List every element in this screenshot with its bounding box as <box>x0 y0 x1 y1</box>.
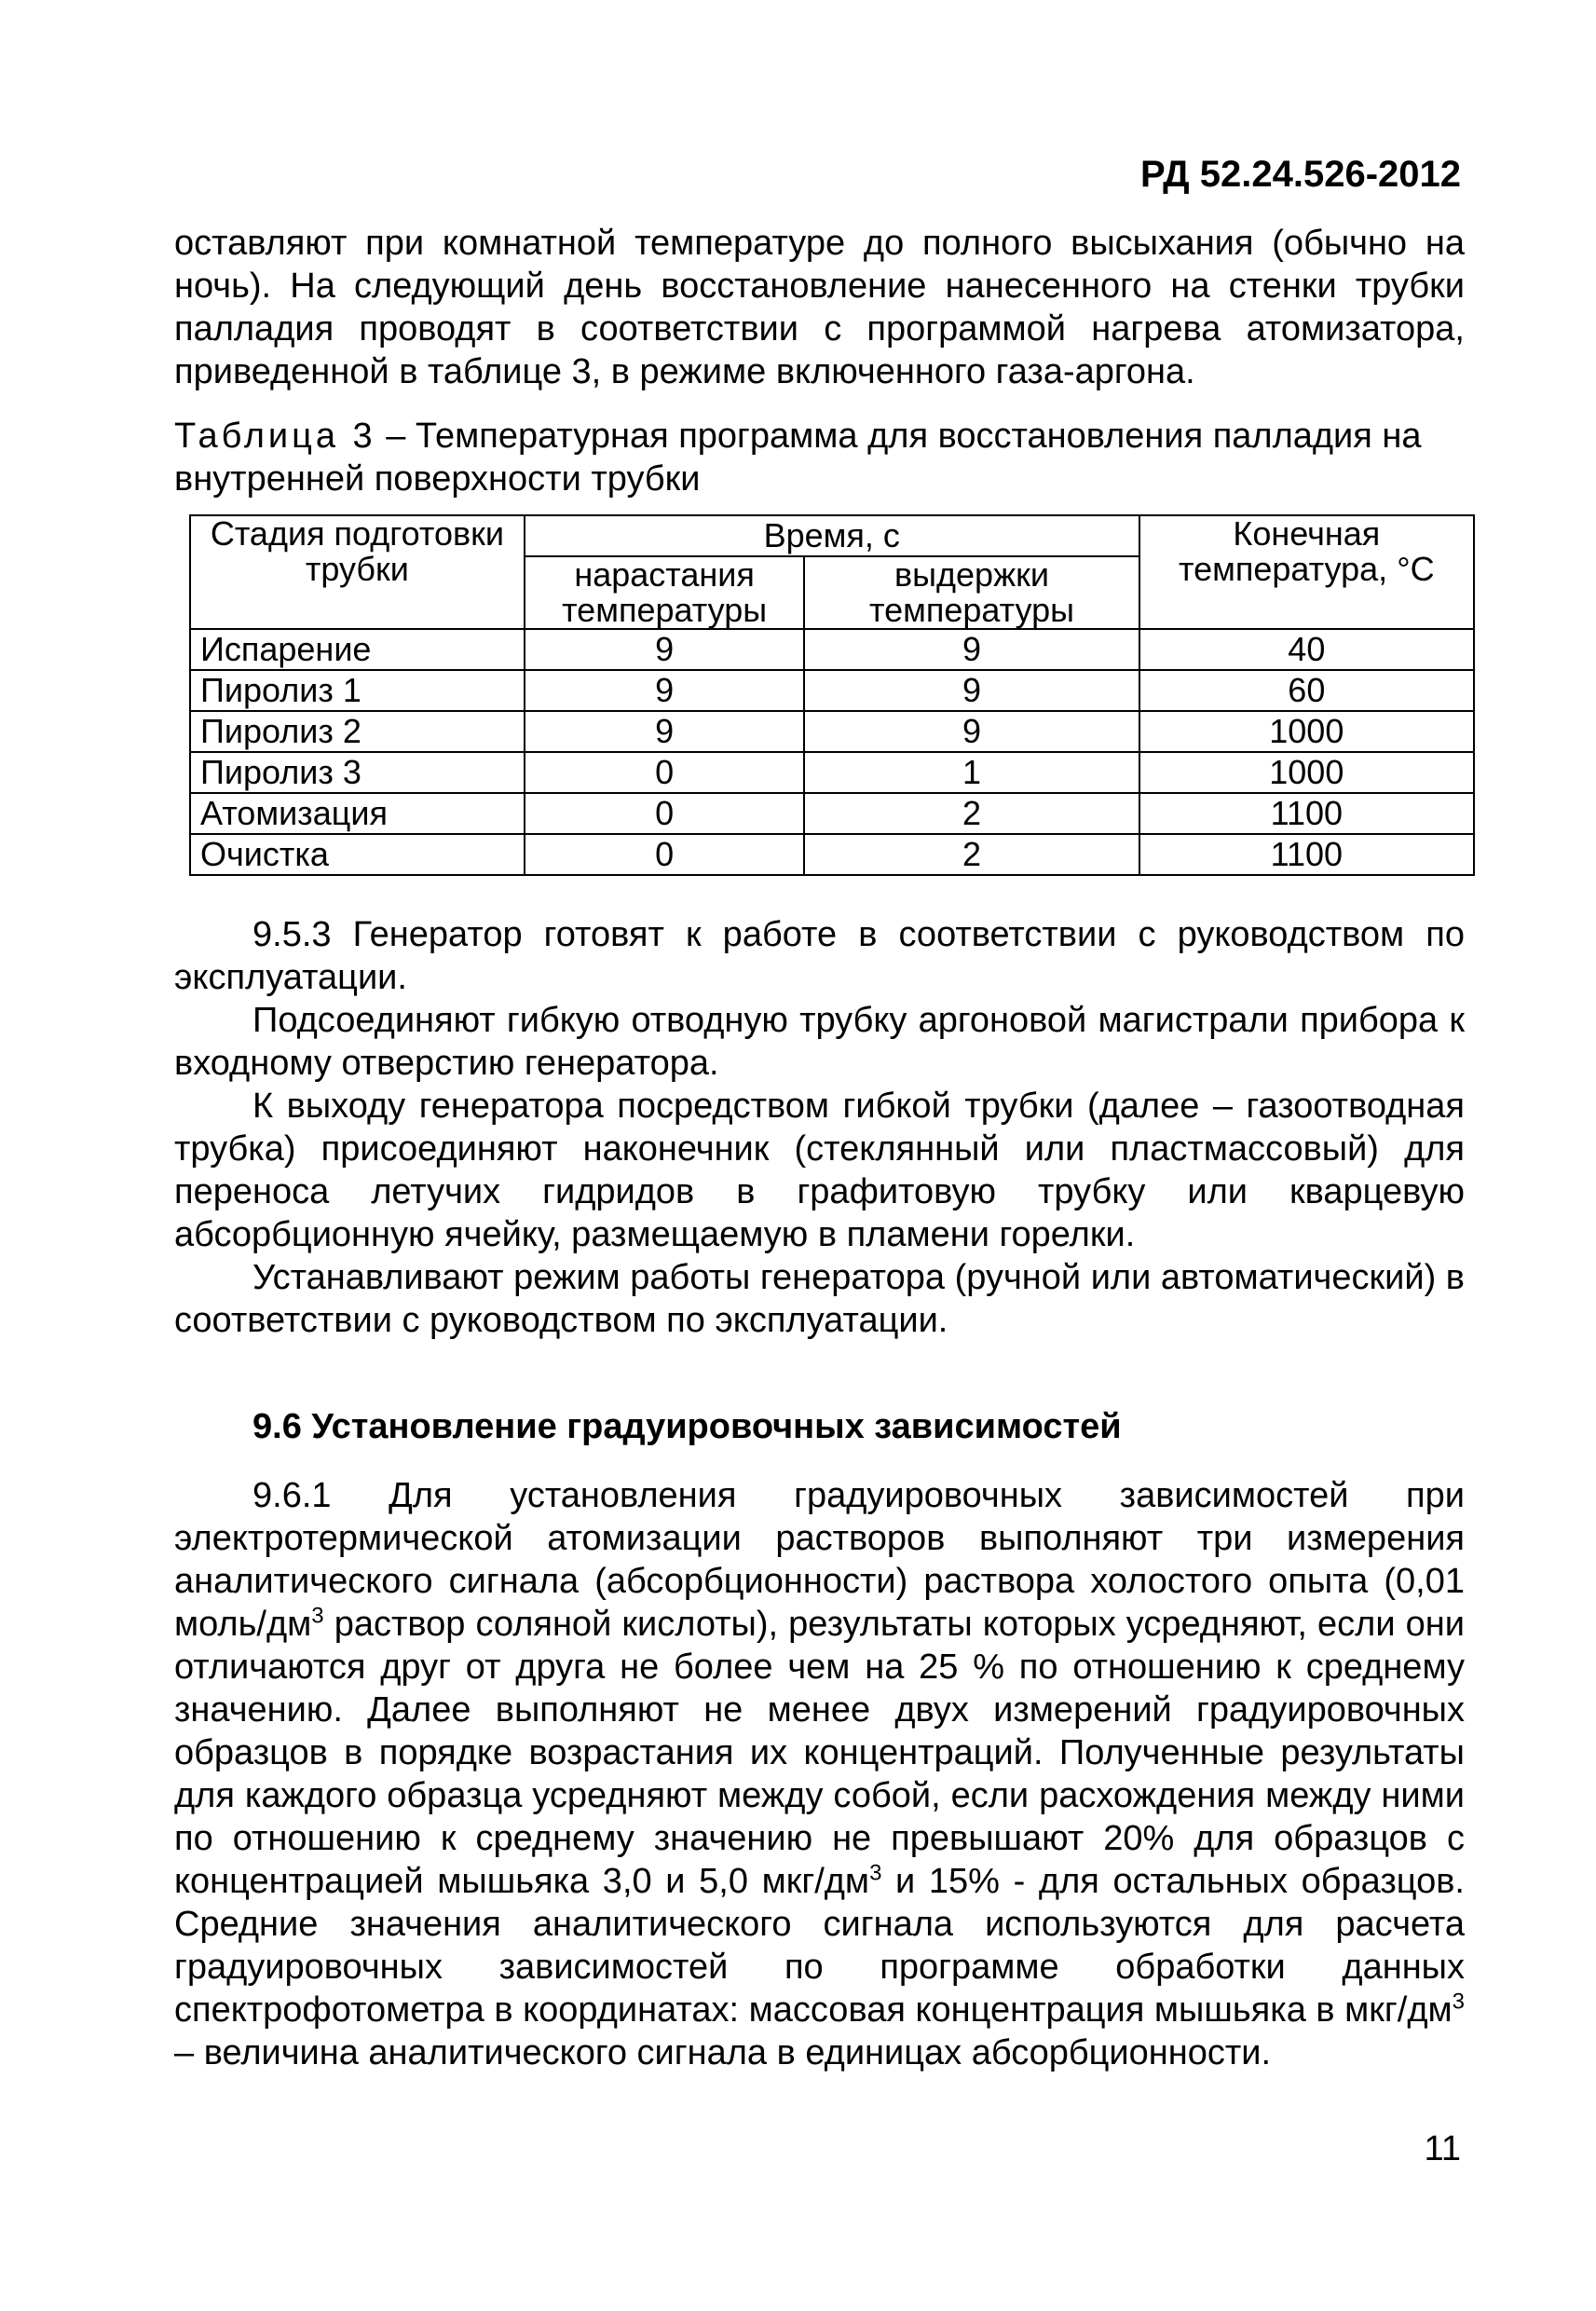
cell-ramp: 9 <box>525 670 805 711</box>
intro-text: оставляют при комнатной температуре до полного высыхания (обычно на ночь). На следующий день восстановление нанесенного на стенки трубки палладия проводят в соответствии с программой нагрева атомизатора, приведенной в таблице 3, в режиме включенного газа-аргона. <box>174 224 1465 391</box>
table-row <box>190 629 1474 670</box>
cell-stage: Атомизация <box>190 793 525 834</box>
cell-stage: Пиролиз 2 <box>190 711 525 752</box>
table-caption <box>174 415 1465 500</box>
cell-ramp: 0 <box>525 752 805 793</box>
paragraph-9-6-1-part-b: раствор соляной кислоты), результаты которых усредняют, если они отличаются друг от друга не более чем на 25 % по отношению к среднему значению. Далее выполняют не менее двух измерений градуировочных образцов в порядке возрастания их концентраций. Полученные результаты для каждого образца усредняют между собой, если расхождения между ними по отношению к среднему значению не превышают 20% для образцов с концентрацией мышьяка 3,0 и 5,0 мкг/дм <box>174 1605 1465 1901</box>
header-final-temp: Конечная температура, °С <box>1139 515 1474 629</box>
table-row <box>190 793 1474 834</box>
table-row <box>190 752 1474 793</box>
cell-hold: 9 <box>804 629 1139 670</box>
header-stage: Стадия подготовки трубки <box>190 515 525 629</box>
cell-hold: 2 <box>804 793 1139 834</box>
paragraph-9-6-1-part-d: – величина аналитического сигнала в единицах абсорбционности. <box>174 2033 1272 2072</box>
paragraph-9-5-3-p2: Подсоединяют гибкую отводную трубку аргоновой магистрали прибора к входному отверстию генератора. <box>174 1001 1465 1083</box>
superscript: 3 <box>311 1603 324 1629</box>
cell-stage: Очистка <box>190 834 525 875</box>
temperature-program-table <box>189 514 1475 876</box>
cell-temp: 1000 <box>1139 752 1474 793</box>
cell-temp: 1100 <box>1139 834 1474 875</box>
superscript: 3 <box>869 1860 882 1886</box>
cell-stage: Испарение <box>190 629 525 670</box>
document-code: РД 52.24.526-2012 <box>1139 154 1461 195</box>
cell-temp: 60 <box>1139 670 1474 711</box>
cell-stage: Пиролиз 1 <box>190 670 525 711</box>
cell-hold: 9 <box>804 670 1139 711</box>
paragraph-9-6-1 <box>174 1474 1465 2074</box>
cell-temp: 1100 <box>1139 793 1474 834</box>
paragraph-9-5-3-p3: К выходу генератора посредством гибкой трубки (далее – газоотводная трубка) присоединяют наконечник (стеклянный или пластмассовый) для переноса летучих гидридов в графитовую трубку или кварцевую абсорбционную ячейку, размещаемую в пламени горелки. <box>174 1087 1465 1254</box>
paragraph-9-6-1-part-c: и 15% - для остальных образцов. Средние значения аналитического сигнала используются для расчета градуировочных зависимостей по программе обработки данных спектрофотометра в координатах: массовая концентрация мышьяка в мкг/дм <box>174 1862 1465 2030</box>
cell-hold: 2 <box>804 834 1139 875</box>
cell-ramp: 0 <box>525 834 805 875</box>
cell-hold: 1 <box>804 752 1139 793</box>
cell-temp: 40 <box>1139 629 1474 670</box>
paragraph-9-6-1-part-a: 9.6.1 Для установления градуировочных зависимостей при электротермической атомизации растворов выполняют три измерения аналитического сигнала (абсорбционности) раствора холостого опыта (0,01 моль/дм <box>174 1476 1465 1644</box>
table-row <box>190 711 1474 752</box>
superscript: 3 <box>1452 1989 1465 2015</box>
table-caption-label: Таблица 3 <box>174 417 376 456</box>
table-row <box>190 670 1474 711</box>
paragraph-9-5-3-p4: Устанавливают режим работы генератора (ручной или автоматический) в соответствии с руководством по эксплуатации. <box>174 1258 1465 1340</box>
cell-hold: 9 <box>804 711 1139 752</box>
cell-temp: 1000 <box>1139 711 1474 752</box>
intro-paragraph <box>174 222 1465 393</box>
header-ramp: нарастания температуры <box>525 556 805 629</box>
section-heading: 9.6 Установление градуировочных зависимостей <box>252 1407 1122 1446</box>
section-9-5-3 <box>174 913 1465 1342</box>
header-time: Время, с <box>525 515 1139 556</box>
cell-ramp: 0 <box>525 793 805 834</box>
table-row <box>190 834 1474 875</box>
table-caption-text: – Температурная программа для восстановления палладия на внутренней поверхности трубки <box>174 417 1422 499</box>
cell-ramp: 9 <box>525 629 805 670</box>
cell-ramp: 9 <box>525 711 805 752</box>
cell-stage: Пиролиз 3 <box>190 752 525 793</box>
section-9-6 <box>174 1405 1465 2074</box>
header-hold: выдержки температуры <box>804 556 1139 629</box>
page-number: 11 <box>1424 2129 1461 2168</box>
paragraph-9-5-3-p1: 9.5.3 Генератор готовят к работе в соответствии с руководством по эксплуатации. <box>174 915 1465 997</box>
